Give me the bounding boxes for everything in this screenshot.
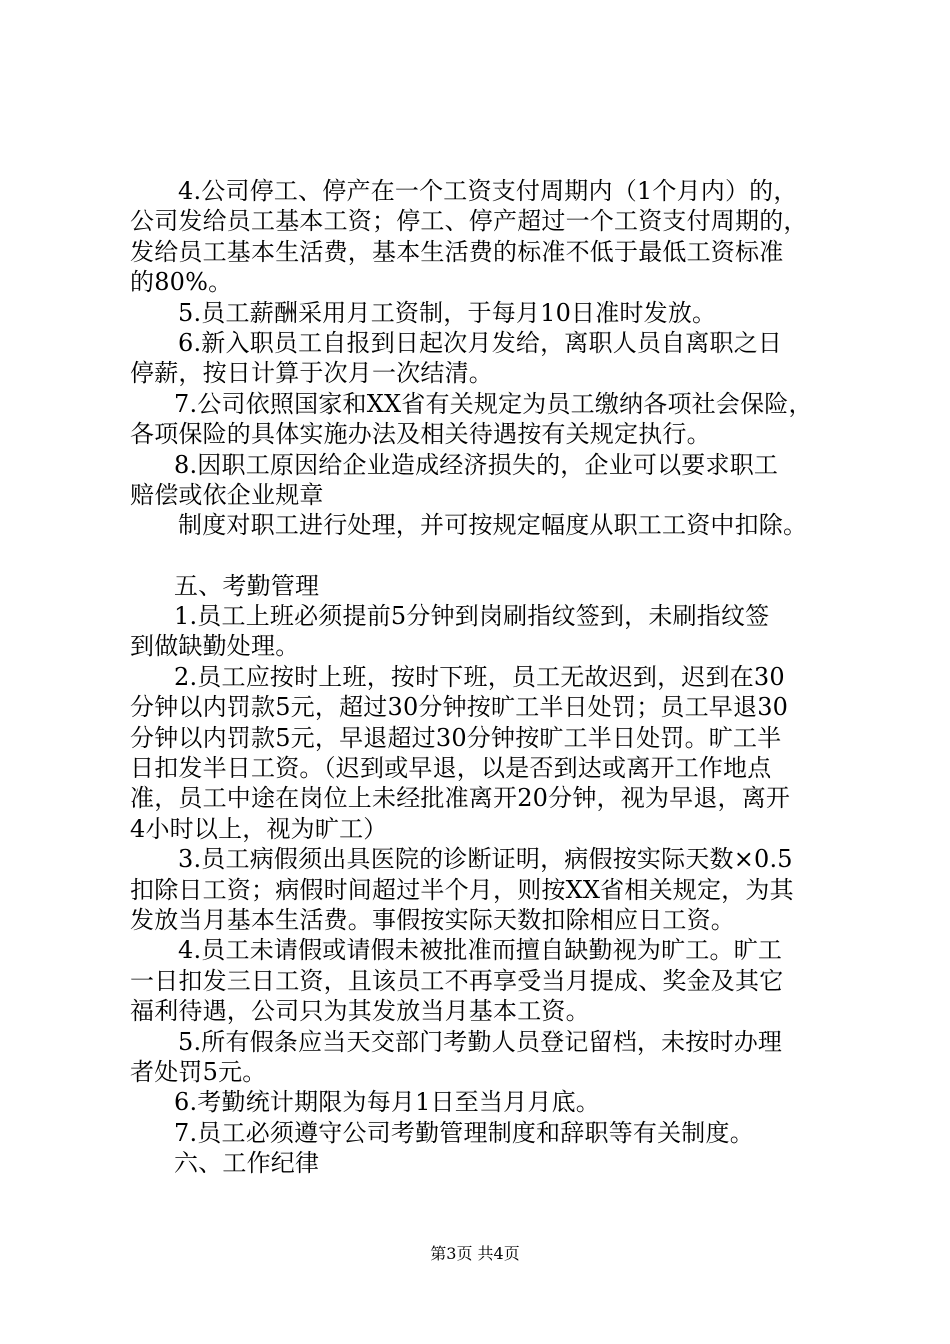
text-line: 停薪，按日计算于次月一次结清。 [130, 359, 493, 388]
text-line: 分钟以内罚款5元，超过30分钟按旷工半日处罚；员工早退30 [130, 693, 789, 722]
salary-section-text [130, 176, 846, 541]
text-line: 6.新入职员工自报到日起次月发给，离职人员自离职之日 [178, 328, 783, 357]
text-line: 各项保险的具体实施办法及相关待遇按有关规定执行。 [130, 420, 711, 449]
text-line: 到做缺勤处理。 [130, 632, 300, 661]
document-body [130, 176, 846, 1179]
page-footer: 第3页 共4页 [430, 1244, 520, 1263]
section-gap [130, 541, 846, 571]
text-line: 5.所有假条应当天交部门考勤人员登记留档，未按时办理 [178, 1027, 783, 1056]
text-line: 5.员工薪酬采用月工资制，于每月10日准时发放。 [178, 298, 717, 327]
text-line: 6.考勤统计期限为每月1日至当月月底。 [174, 1088, 600, 1117]
text-line: 公司发给员工基本工资；停工、停产超过一个工资支付周期的， [130, 207, 808, 236]
attendance-section-text [130, 571, 846, 1179]
text-line: 8.因职工原因给企业造成经济损失的，企业可以要求职工 [174, 450, 779, 479]
text-line: 的80%。 [130, 268, 233, 297]
text-line: 发给员工基本生活费，基本生活费的标准不低于最低工资标准 [130, 237, 784, 266]
text-line: 7.公司依照国家和XX省有关规定为员工缴纳各项社会保险， [174, 389, 813, 418]
text-line: 者处罚5元。 [130, 1057, 267, 1086]
text-line: 六、工作纪律 [174, 1149, 320, 1178]
text-line: 发放当月基本生活费。事假按实际天数扣除相应日工资。 [130, 905, 735, 934]
text-line: 福利待遇，公司只为其发放当月基本工资。 [130, 997, 590, 1026]
text-line: 赔偿或依企业规章 [130, 480, 324, 509]
text-line: 4小时以上，视为旷工） [130, 814, 388, 843]
text-line: 准，员工中途在岗位上未经批准离开20分钟，视为早退，离开 [130, 784, 791, 813]
text-line: 7.员工必须遵守公司考勤管理制度和辞职等有关制度。 [174, 1118, 754, 1147]
text-line: 3.员工病假须出具医院的诊断证明，病假按实际天数×0.5 [178, 845, 793, 874]
text-line: 制度对职工进行处理，并可按规定幅度从职工工资中扣除。 [178, 511, 808, 540]
text-line: 五、考勤管理 [174, 571, 320, 600]
text-line: 扣除日工资；病假时间超过半个月，则按XX省相关规定，为其 [130, 875, 794, 904]
text-line: 日扣发半日工资。（迟到或早退，以是否到达或离开工作地点 [130, 754, 772, 783]
text-line: 1.员工上班必须提前5分钟到岗刷指纹签到，未刷指纹签 [174, 602, 770, 631]
text-line: 2.员工应按时上班，按时下班，员工无故迟到，迟到在30 [174, 662, 785, 691]
text-line: 分钟以内罚款5元，早退超过30分钟按旷工半日处罚。旷工半 [130, 723, 782, 752]
text-line: 4.公司停工、停产在一个工资支付周期内（1个月内）的， [178, 177, 798, 205]
text-line: 4.员工未请假或请假未被批准而擅自缺勤视为旷工。旷工 [178, 936, 783, 965]
text-line: 一日扣发三日工资，且该员工不再享受当月提成、奖金及其它 [130, 966, 784, 995]
